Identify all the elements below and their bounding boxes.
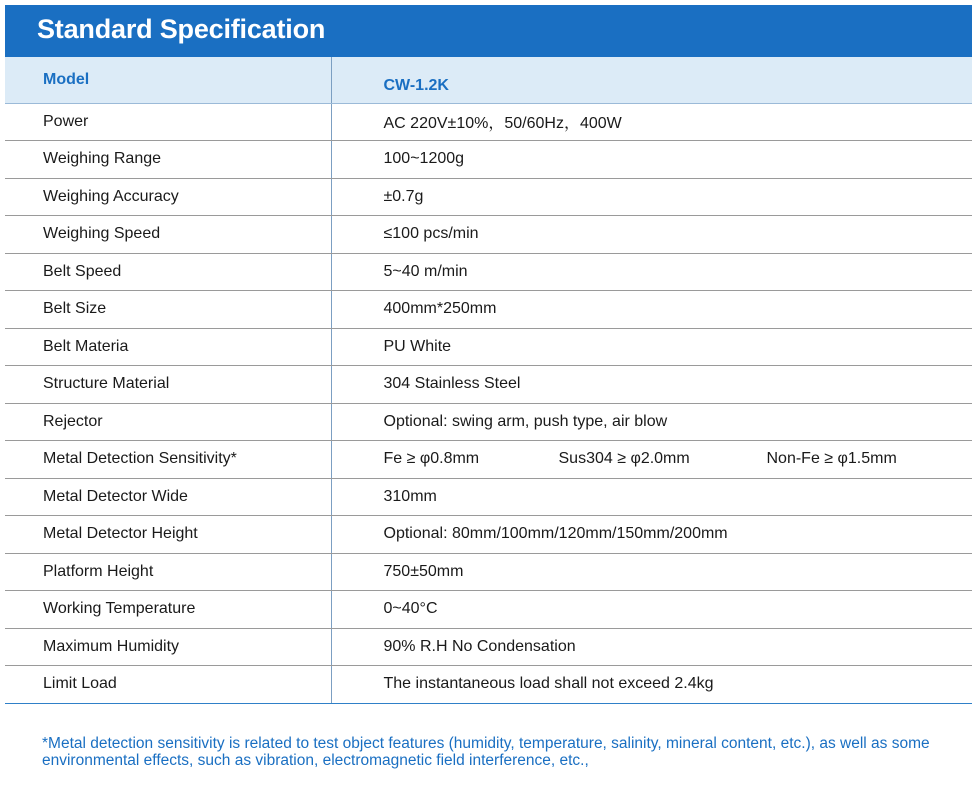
row-value: 400mm*250mm (331, 291, 972, 329)
row-value: 5~40 m/min (331, 253, 972, 291)
table-header-row (5, 57, 972, 103)
table-row (5, 216, 972, 254)
row-value: Optional: swing arm, push type, air blow (331, 403, 972, 441)
table-row (5, 103, 972, 141)
spec-table (5, 57, 972, 704)
section-header (5, 5, 972, 57)
model-value: CW-1.2K (331, 57, 972, 103)
row-label: Belt Materia (5, 328, 331, 366)
table-row (5, 141, 972, 179)
table-row (5, 366, 972, 404)
row-value: AC 220V±10%，50/60Hz，400W (331, 103, 972, 141)
row-label: Platform Height (5, 553, 331, 591)
row-value-multi (331, 441, 972, 479)
row-value: 100~1200g (331, 141, 972, 179)
table-row (5, 291, 972, 329)
table-row (5, 441, 972, 479)
row-label: Weighing Range (5, 141, 331, 179)
row-value: PU White (331, 328, 972, 366)
row-value: The instantaneous load shall not exceed 2.4kg (331, 666, 972, 704)
table-row (5, 403, 972, 441)
table-row (5, 178, 972, 216)
row-label: Power (5, 103, 331, 141)
row-label: Working Temperature (5, 591, 331, 629)
row-label: Metal Detector Wide (5, 478, 331, 516)
table-row (5, 666, 972, 704)
section-title: Standard Specification (37, 14, 326, 44)
row-value: 0~40°C (331, 591, 972, 629)
row-label: Metal Detector Height (5, 516, 331, 554)
row-label: Metal Detection Sensitivity* (5, 441, 331, 479)
row-value: Optional: 80mm/100mm/120mm/150mm/200mm (331, 516, 972, 554)
row-value: ≤100 pcs/min (331, 216, 972, 254)
row-label: Weighing Accuracy (5, 178, 331, 216)
row-value: 304 Stainless Steel (331, 366, 972, 404)
row-label: Limit Load (5, 666, 331, 704)
sensitivity-values (384, 450, 916, 468)
table-row (5, 628, 972, 666)
sensitivity-non-fe: Non-Fe ≥ φ1.5mm (766, 450, 897, 468)
table-row (5, 478, 972, 516)
row-label: Belt Size (5, 291, 331, 329)
sensitivity-sus304: Sus304 ≥ φ2.0mm (558, 450, 690, 468)
table-row (5, 591, 972, 629)
row-label: Structure Material (5, 366, 331, 404)
row-label: Belt Speed (5, 253, 331, 291)
table-row (5, 253, 972, 291)
row-label: Rejector (5, 403, 331, 441)
row-label: Weighing Speed (5, 216, 331, 254)
row-label: Maximum Humidity (5, 628, 331, 666)
sensitivity-fe: Fe ≥ φ0.8mm (383, 450, 480, 468)
row-value: 90% R.H No Condensation (331, 628, 972, 666)
model-label: Model (5, 57, 331, 103)
table-row (5, 516, 972, 554)
table-row (5, 553, 972, 591)
footnote: *Metal detection sensitivity is related to test object features (humidity, temperature, salinity, mineral content, etc.), as well as some environmental effects, such as vibration, electromagnetic field interference, etc., (42, 735, 930, 769)
row-value: ±0.7g (331, 178, 972, 216)
row-value: 750±50mm (331, 553, 972, 591)
table-row (5, 328, 972, 366)
row-value: 310mm (331, 478, 972, 516)
